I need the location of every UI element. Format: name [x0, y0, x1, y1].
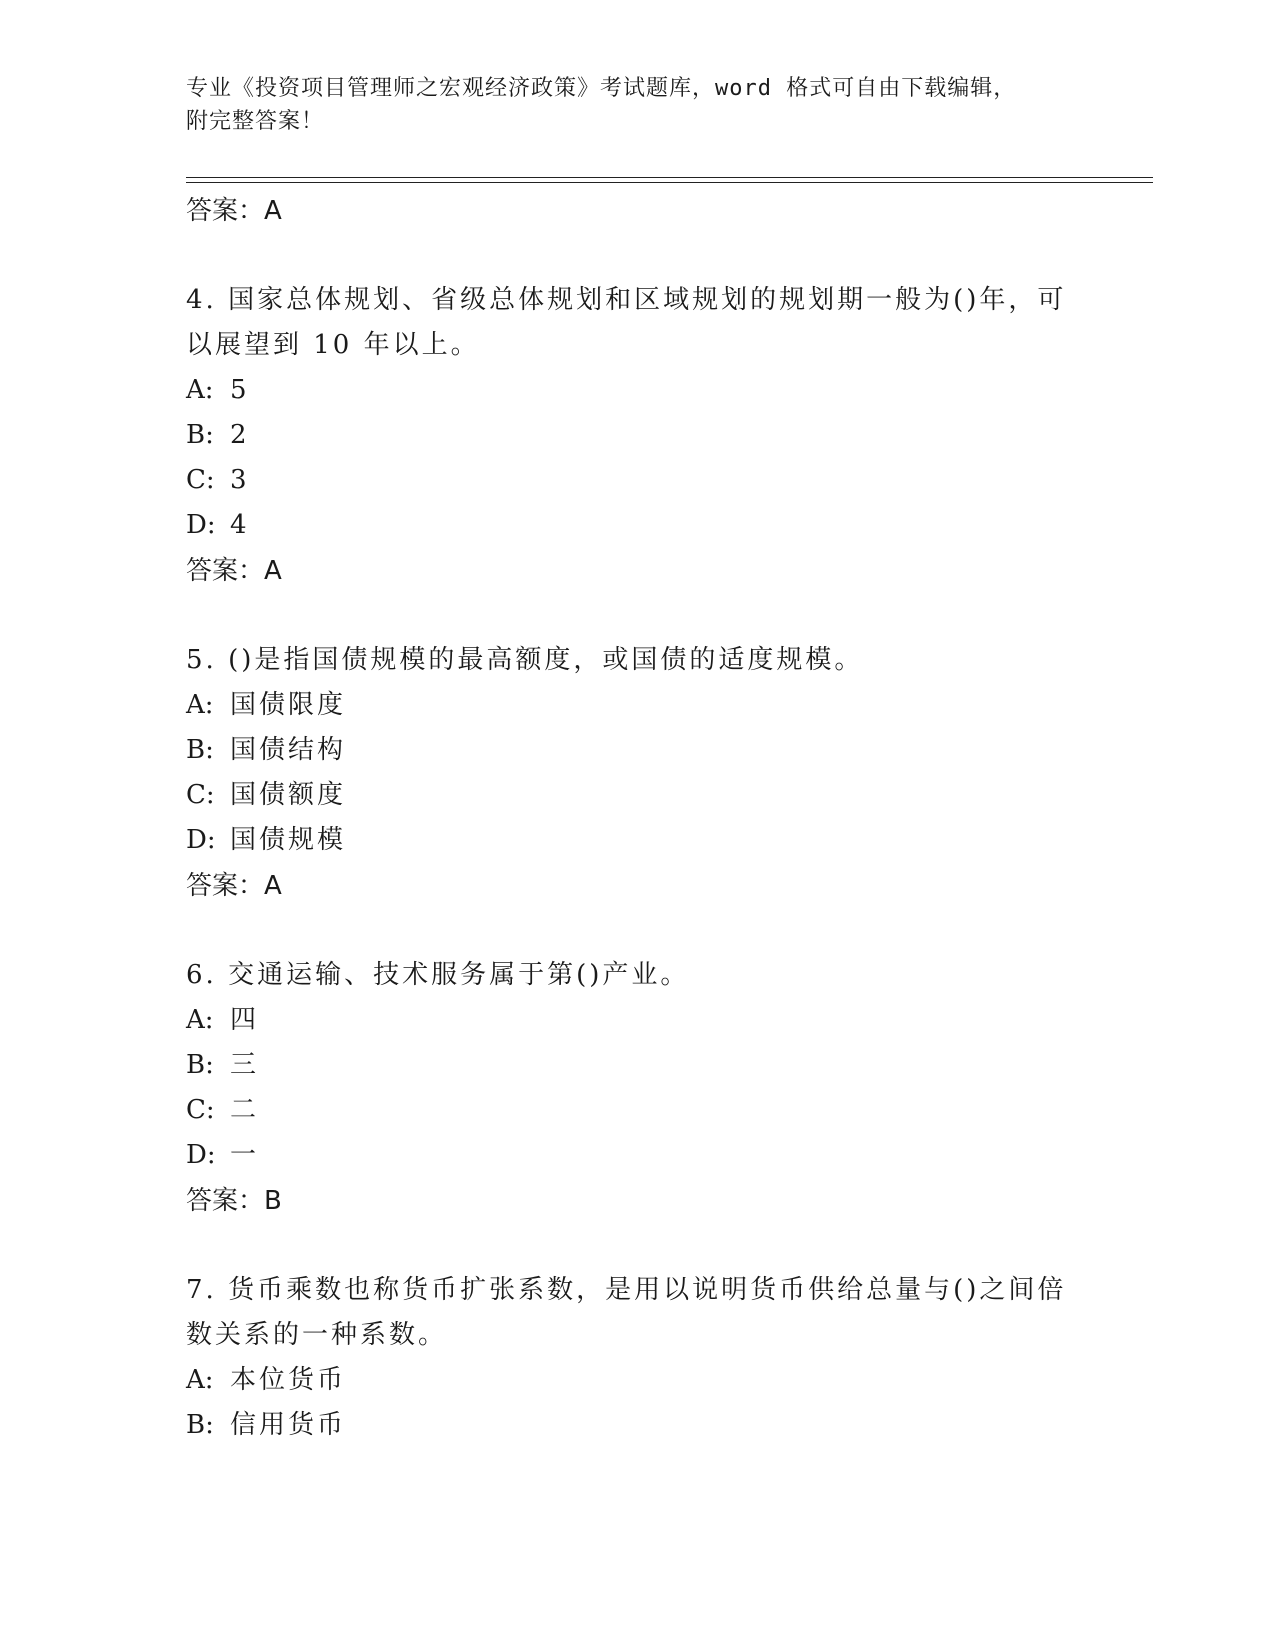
document-header	[186, 72, 1066, 138]
answer-option	[186, 413, 1066, 458]
header-line-2: 附完整答案！	[186, 109, 325, 134]
answer-line: 答案：A	[186, 556, 282, 586]
option-text: 国债规模	[230, 825, 347, 855]
option-text: 5	[230, 375, 250, 405]
header-line-1: 专业《投资项目管理师之宏观经济政策》考试题库，word 格式可自由下载编辑，	[186, 76, 1017, 101]
option-letter: A:	[186, 375, 214, 405]
answer-option	[186, 1403, 1066, 1448]
question-block	[186, 953, 1066, 1224]
option-letter: A:	[186, 690, 214, 720]
answer-option	[186, 818, 1066, 863]
option-text: 本位货币	[230, 1365, 347, 1395]
answer-option	[186, 1043, 1066, 1088]
answer-option	[186, 728, 1066, 773]
question-block	[186, 1268, 1066, 1448]
option-text: 一	[230, 1140, 260, 1170]
answer-option	[186, 1088, 1066, 1133]
option-letter: D:	[186, 825, 216, 855]
header-divider-bottom	[186, 182, 1153, 183]
option-text: 四	[230, 1005, 260, 1035]
option-letter: B:	[186, 420, 214, 450]
question-text	[186, 953, 1066, 998]
option-letter: B:	[186, 1410, 214, 1440]
answer-option	[186, 1133, 1066, 1178]
header-divider-top	[186, 177, 1153, 178]
answer-option	[186, 503, 1066, 548]
option-letter: A:	[186, 1005, 214, 1035]
option-text: 二	[230, 1095, 260, 1125]
option-letter: C:	[186, 1095, 215, 1125]
option-text: 三	[230, 1050, 260, 1080]
question-line: 数关系的一种系数。	[186, 1320, 448, 1350]
option-text: 国债额度	[230, 780, 347, 810]
answer-option	[186, 1358, 1066, 1403]
question-line: 5. ()是指国债规模的最高额度，或国债的适度规模。	[186, 645, 864, 675]
question-text	[186, 278, 1066, 368]
option-letter: D:	[186, 1140, 216, 1170]
option-text: 国债限度	[230, 690, 347, 720]
option-letter: C:	[186, 780, 215, 810]
question-text	[186, 638, 1066, 683]
answer-option	[186, 683, 1066, 728]
answer-option	[186, 998, 1066, 1043]
option-text: 2	[230, 420, 250, 450]
option-letter: B:	[186, 735, 214, 765]
question-line: 4. 国家总体规划、省级总体规划和区域规划的规划期一般为()年，可	[186, 285, 1067, 315]
question-line: 6. 交通运输、技术服务属于第()产业。	[186, 960, 690, 990]
answer-option	[186, 458, 1066, 503]
option-text: 3	[230, 465, 250, 495]
option-letter: A:	[186, 1365, 214, 1395]
option-letter: D:	[186, 510, 216, 540]
answer-line: 答案：B	[186, 1186, 282, 1216]
answer-option	[186, 368, 1066, 413]
option-text: 4	[230, 510, 250, 540]
question-list	[186, 188, 1066, 1448]
question-block	[186, 278, 1066, 594]
option-text: 国债结构	[230, 735, 347, 765]
question-line: 7. 货币乘数也称货币扩张系数，是用以说明货币供给总量与()之间倍	[186, 1275, 1067, 1305]
answer-option	[186, 773, 1066, 818]
option-letter: C:	[186, 465, 215, 495]
answer-line: 答案：A	[186, 871, 282, 901]
question-line: 以展望到 10 年以上。	[186, 330, 480, 360]
answer-line: 答案：A	[186, 196, 282, 226]
option-text: 信用货币	[230, 1410, 347, 1440]
question-text	[186, 1268, 1066, 1358]
question-block	[186, 638, 1066, 909]
option-letter: B:	[186, 1050, 214, 1080]
